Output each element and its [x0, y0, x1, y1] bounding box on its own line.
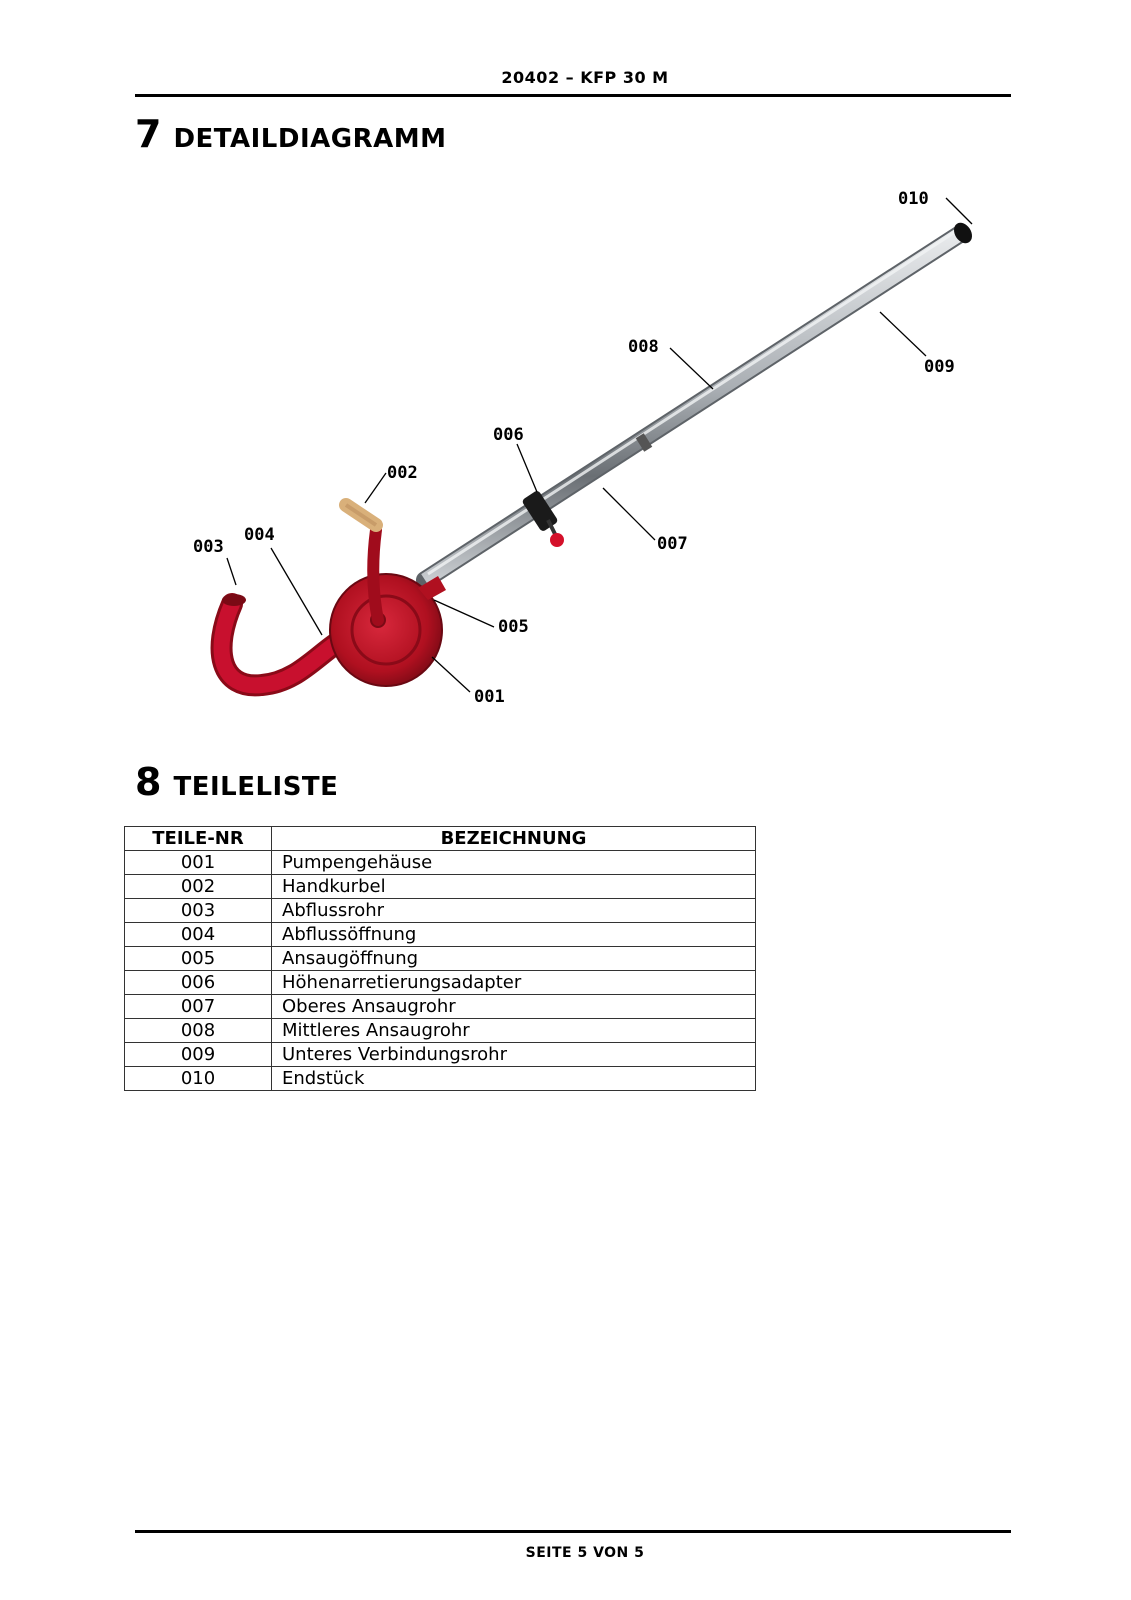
section-heading-teileliste [135, 760, 338, 804]
column-header-teile-nr: TEILE-NR [125, 827, 272, 851]
suction-pipe [425, 230, 960, 580]
part-name-cell: Pumpengehäuse [272, 851, 756, 875]
callout-004: 004 [244, 525, 275, 545]
callout-010: 010 [898, 189, 929, 209]
table-row [125, 851, 756, 875]
part-number-cell: 005 [125, 947, 272, 971]
part-name-cell: Ansaugöffnung [272, 947, 756, 971]
callout-008: 008 [628, 337, 659, 357]
callout-labels [193, 189, 955, 707]
parts-table-body [125, 851, 756, 1091]
table-row [125, 995, 756, 1019]
footer-rule [135, 1530, 1011, 1533]
part-name-cell: Abflussrohr [272, 899, 756, 923]
page-footer: SEITE 5 VON 5 [525, 1545, 645, 1561]
table-header-row [125, 827, 756, 851]
part-number-cell: 006 [125, 971, 272, 995]
section-number: 7 [135, 112, 162, 156]
part-name-cell: Handkurbel [272, 875, 756, 899]
part-number-cell: 010 [125, 1067, 272, 1091]
table-row [125, 1019, 756, 1043]
part-number-cell: 001 [125, 851, 272, 875]
pump-housing [330, 574, 446, 686]
part-number-cell: 004 [125, 923, 272, 947]
table-row [125, 875, 756, 899]
callout-001: 001 [474, 687, 505, 707]
callout-005: 005 [498, 617, 529, 637]
column-header-bezeichnung: BEZEICHNUNG [272, 827, 756, 851]
part-number-cell: 002 [125, 875, 272, 899]
section-title: TEILELISTE [173, 772, 339, 802]
section-heading-detaildiagramm [135, 112, 446, 156]
callout-009: 009 [924, 357, 955, 377]
callout-003: 003 [193, 537, 224, 557]
callout-002: 002 [387, 463, 418, 483]
part-name-cell: Höhenarretierungsadapter [272, 971, 756, 995]
parts-table [124, 826, 756, 1091]
table-row [125, 899, 756, 923]
part-number-cell: 008 [125, 1019, 272, 1043]
part-number-cell: 007 [125, 995, 272, 1019]
part-number-cell: 003 [125, 899, 272, 923]
section-title: DETAILDIAGRAMM [173, 124, 447, 154]
callout-007: 007 [657, 534, 688, 554]
pump-detail-diagram [0, 180, 1131, 740]
part-name-cell: Abflussöffnung [272, 923, 756, 947]
part-name-cell: Unteres Verbindungsrohr [272, 1043, 756, 1067]
part-name-cell: Endstück [272, 1067, 756, 1091]
table-row [125, 1043, 756, 1067]
table-row [125, 923, 756, 947]
part-name-cell: Oberes Ansaugrohr [272, 995, 756, 1019]
document-header-title: 20402 – KFP 30 M [501, 68, 669, 87]
table-row [125, 1067, 756, 1091]
part-name-cell: Mittleres Ansaugrohr [272, 1019, 756, 1043]
callout-006: 006 [493, 425, 524, 445]
part-number-cell: 009 [125, 1043, 272, 1067]
section-number: 8 [135, 760, 162, 804]
header-rule [135, 94, 1011, 97]
table-row [125, 971, 756, 995]
table-row [125, 947, 756, 971]
